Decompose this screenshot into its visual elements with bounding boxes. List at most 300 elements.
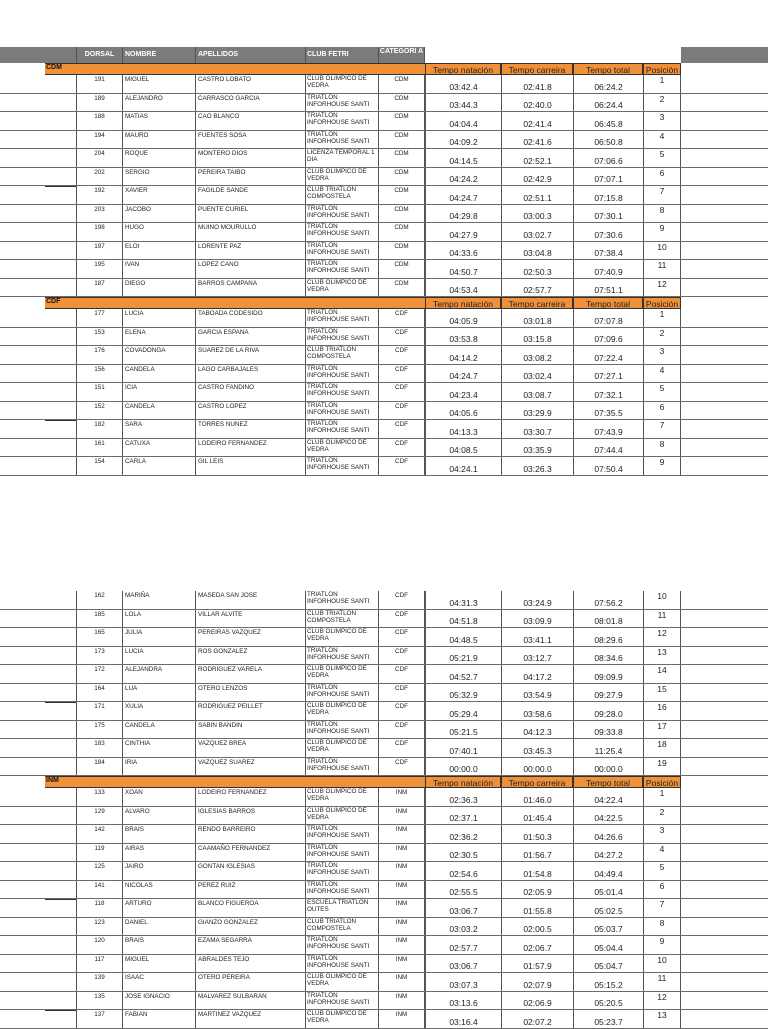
cell-tempo-total: 05:03.7 — [573, 918, 643, 936]
cell-posicion: 4 — [643, 844, 681, 862]
cell-posicion: 3 — [643, 112, 681, 130]
cell-tempo-natacion: 04:27.9 — [425, 223, 501, 241]
cell-posicion: 15 — [643, 684, 681, 702]
cell-categoria: CDM — [378, 260, 425, 278]
table-row — [0, 457, 768, 476]
cell-tempo-natacion: 03:16.4 — [425, 1010, 501, 1028]
table-row — [0, 739, 768, 758]
cell-nombre: FABIAN — [122, 1010, 195, 1028]
time-header-posicion: Posición — [643, 776, 681, 788]
cell-tempo-carreira: 03:00.3 — [501, 205, 573, 223]
cell-tempo-carreira: 01:57.9 — [501, 955, 573, 973]
cell-apellidos: SABIN BANDIN — [195, 721, 305, 739]
cell-posicion: 10 — [643, 242, 681, 260]
cell-apellidos: GARCIA ESPANA — [195, 328, 305, 346]
cell-categoria: INM — [378, 807, 425, 825]
cell-apellidos: CAO BLANCO — [195, 112, 305, 130]
cell-posicion: 6 — [643, 402, 681, 420]
cell-posicion: 18 — [643, 739, 681, 757]
cell-tempo-carreira: 02:00.5 — [501, 918, 573, 936]
cell-tempo-natacion: 03:42.4 — [425, 75, 501, 93]
cell-categoria: CDF — [378, 591, 425, 609]
cell-apellidos: LOPEZ CANO — [195, 260, 305, 278]
cell-dorsal: 156 — [76, 365, 122, 383]
cell-nombre: JULIA — [122, 628, 195, 646]
cell-posicion: 5 — [643, 862, 681, 880]
table-row — [0, 1010, 768, 1029]
cell-categoria: CDM — [378, 168, 425, 186]
cell-categoria: CDF — [378, 346, 425, 364]
table-row — [0, 862, 768, 881]
cell-nombre: BRAIS — [122, 825, 195, 843]
table-row — [0, 131, 768, 150]
cell-tempo-natacion: 05:21.5 — [425, 721, 501, 739]
cell-club: TRIATLON INFORHOUSE SANTI — [305, 242, 378, 260]
cell-tempo-carreira: 03:01.8 — [501, 309, 573, 327]
table-row — [0, 807, 768, 826]
cell-tempo-total: 08:29.6 — [573, 628, 643, 646]
table-row — [0, 439, 768, 458]
cell-dorsal: 171 — [76, 702, 122, 720]
cell-categoria: INM — [378, 1010, 425, 1028]
cell-tempo-carreira: 03:02.7 — [501, 223, 573, 241]
cell-nombre: XAVIER — [122, 186, 195, 204]
cell-tempo-carreira: 01:50.3 — [501, 825, 573, 843]
cell-nombre: ALEJANDRO — [122, 94, 195, 112]
cell-categoria: CDM — [378, 94, 425, 112]
cell-categoria: INM — [378, 918, 425, 936]
cell-dorsal: 204 — [76, 149, 122, 167]
cell-apellidos: PEREZ RUIZ — [195, 881, 305, 899]
cell-tempo-total: 06:24.4 — [573, 94, 643, 112]
cell-tempo-total: 05:04.4 — [573, 936, 643, 954]
cell-posicion: 14 — [643, 665, 681, 683]
cell-posicion: 13 — [643, 1010, 681, 1028]
cell-tempo-carreira: 02:57.7 — [501, 279, 573, 297]
table-row — [0, 309, 768, 328]
cell-nombre: CARLA — [122, 457, 195, 475]
table-row — [0, 260, 768, 279]
cell-dorsal: 192 — [76, 186, 122, 204]
cell-posicion: 1 — [643, 75, 681, 93]
cell-posicion: 1 — [643, 788, 681, 806]
cell-tempo-natacion: 02:57.7 — [425, 936, 501, 954]
cell-categoria: CDF — [378, 702, 425, 720]
cell-apellidos: OTERO PEREIRA — [195, 973, 305, 991]
cell-tempo-natacion: 00:00.0 — [425, 758, 501, 776]
cell-dorsal: 151 — [76, 383, 122, 401]
cell-dorsal: 183 — [76, 739, 122, 757]
cell-tempo-carreira: 02:42.9 — [501, 168, 573, 186]
cell-tempo-total: 05:23.7 — [573, 1010, 643, 1028]
cell-apellidos: VILLAR ALVITE — [195, 610, 305, 628]
cell-club: CLUB OLIMPICO DE VEDRA — [305, 279, 378, 297]
cell-tempo-total: 08:01.8 — [573, 610, 643, 628]
cell-tempo-natacion: 04:13.3 — [425, 420, 501, 438]
cell-tempo-total: 05:02.5 — [573, 899, 643, 917]
cell-tempo-natacion: 04:24.7 — [425, 186, 501, 204]
cell-apellidos: GONTAN IGLESIAS — [195, 862, 305, 880]
cell-dorsal: 187 — [76, 279, 122, 297]
cell-posicion: 9 — [643, 457, 681, 475]
groups-1 — [0, 63, 768, 476]
cell-tempo-total: 07:30.6 — [573, 223, 643, 241]
cell-dorsal: 177 — [76, 309, 122, 327]
cell-dorsal: 119 — [76, 844, 122, 862]
category-header-row — [0, 776, 768, 788]
table-row — [0, 628, 768, 647]
cell-nombre: HUGO — [122, 223, 195, 241]
cell-tempo-total: 09:09.9 — [573, 665, 643, 683]
cell-dorsal: 154 — [76, 457, 122, 475]
cell-apellidos: ROS GONZALEZ — [195, 647, 305, 665]
cell-tempo-carreira: 01:46.0 — [501, 788, 573, 806]
cell-categoria: INM — [378, 936, 425, 954]
cell-apellidos: RODRIGUEZ VARELA — [195, 665, 305, 683]
cell-categoria: INM — [378, 844, 425, 862]
cell-tempo-natacion: 02:37.1 — [425, 807, 501, 825]
cell-tempo-natacion: 02:36.3 — [425, 788, 501, 806]
time-header-natacion: Tempo natación — [425, 297, 501, 309]
cell-nombre: CINTHIA — [122, 739, 195, 757]
cell-tempo-carreira: 03:15.8 — [501, 328, 573, 346]
cell-dorsal: 173 — [76, 647, 122, 665]
cell-posicion: 11 — [643, 260, 681, 278]
cell-tempo-natacion: 04:09.2 — [425, 131, 501, 149]
table-row — [0, 702, 768, 721]
cell-posicion: 3 — [643, 825, 681, 843]
cell-tempo-carreira: 03:30.7 — [501, 420, 573, 438]
cell-dorsal: 123 — [76, 918, 122, 936]
cell-categoria: CDF — [378, 721, 425, 739]
cell-apellidos: FAGILDE SANDE — [195, 186, 305, 204]
cell-apellidos: PEREIRA TAIBO — [195, 168, 305, 186]
table-row — [0, 168, 768, 187]
cell-tempo-total: 07:50.4 — [573, 457, 643, 475]
category-label: CDM — [46, 64, 62, 71]
table-row — [0, 279, 768, 298]
cell-tempo-carreira: 02:41.4 — [501, 112, 573, 130]
cell-tempo-total: 09:27.9 — [573, 684, 643, 702]
cell-posicion: 13 — [643, 647, 681, 665]
table-row — [0, 758, 768, 777]
cell-tempo-natacion: 02:30.5 — [425, 844, 501, 862]
cell-dorsal: 184 — [76, 758, 122, 776]
cell-posicion: 10 — [643, 591, 681, 609]
cell-club: TRIATLON INFORHOUSE SANTI — [305, 684, 378, 702]
results-block-1 — [0, 47, 768, 476]
cell-tempo-natacion: 03:53.8 — [425, 328, 501, 346]
table-row — [0, 665, 768, 684]
cell-categoria: CDF — [378, 610, 425, 628]
cell-tempo-natacion: 04:04.4 — [425, 112, 501, 130]
header-categoria: CATEGORI A — [378, 47, 425, 63]
cell-tempo-carreira: 02:50.3 — [501, 260, 573, 278]
cell-club: CLUB OLIMPICO DE VEDRA — [305, 739, 378, 757]
cell-nombre: MIGUEL — [122, 75, 195, 93]
cell-dorsal: 137 — [76, 1010, 122, 1028]
cell-categoria: CDF — [378, 328, 425, 346]
cell-dorsal: 182 — [76, 420, 122, 438]
cell-tempo-carreira: 02:05.9 — [501, 881, 573, 899]
cell-posicion: 11 — [643, 610, 681, 628]
cell-nombre: MATIAS — [122, 112, 195, 130]
cell-nombre: ICIA — [122, 383, 195, 401]
cell-dorsal: 141 — [76, 881, 122, 899]
cell-apellidos: RENDO BARREIRO — [195, 825, 305, 843]
cell-tempo-total: 07:07.8 — [573, 309, 643, 327]
cell-tempo-carreira: 02:07.2 — [501, 1010, 573, 1028]
cell-tempo-total: 06:24.2 — [573, 75, 643, 93]
cell-tempo-total: 11:25.4 — [573, 739, 643, 757]
cell-nombre: AIRAS — [122, 844, 195, 862]
category-bar — [45, 776, 425, 788]
cell-club: TRIATLON INFORHOUSE SANTI — [305, 721, 378, 739]
header-dorsal: DORSAL — [76, 47, 122, 63]
cell-categoria: CDF — [378, 439, 425, 457]
cell-club: TRIATLON INFORHOUSE SANTI — [305, 205, 378, 223]
cell-dorsal: 195 — [76, 260, 122, 278]
cell-tempo-carreira: 03:08.2 — [501, 346, 573, 364]
cell-nombre: IVAN — [122, 260, 195, 278]
cell-tempo-carreira: 03:45.3 — [501, 739, 573, 757]
cell-tempo-total: 07:32.1 — [573, 383, 643, 401]
cell-categoria: CDF — [378, 383, 425, 401]
cell-tempo-natacion: 04:08.5 — [425, 439, 501, 457]
cell-categoria: INM — [378, 881, 425, 899]
cell-club: TRIATLON INFORHOUSE SANTI — [305, 881, 378, 899]
cell-categoria: CDF — [378, 402, 425, 420]
cell-nombre: JAIRO — [122, 862, 195, 880]
cell-categoria: CDF — [378, 739, 425, 757]
header-club: CLUB FETRI — [305, 47, 378, 63]
cell-categoria: CDF — [378, 647, 425, 665]
group-divider — [45, 420, 76, 421]
cell-apellidos: BLANCO FIGUEROA — [195, 899, 305, 917]
cell-apellidos: CASTRO LOPEZ — [195, 402, 305, 420]
cell-nombre: LOLA — [122, 610, 195, 628]
cell-apellidos: GIL LEIS — [195, 457, 305, 475]
cell-nombre: XOAN — [122, 788, 195, 806]
cell-apellidos: MARTINEZ VAZQUEZ — [195, 1010, 305, 1028]
cell-nombre: CANDELA — [122, 402, 195, 420]
cell-tempo-carreira: 02:41.6 — [501, 131, 573, 149]
cell-posicion: 3 — [643, 346, 681, 364]
cell-tempo-total: 09:33.8 — [573, 721, 643, 739]
cell-tempo-total: 07:07.1 — [573, 168, 643, 186]
cell-tempo-natacion: 03:03.2 — [425, 918, 501, 936]
time-header-natacion: Tempo natación — [425, 776, 501, 788]
cell-tempo-total: 07:09.6 — [573, 328, 643, 346]
cell-dorsal: 164 — [76, 684, 122, 702]
cell-nombre: DANIEL — [122, 918, 195, 936]
category-header-row — [0, 297, 768, 309]
cell-tempo-total: 04:49.4 — [573, 862, 643, 880]
cell-apellidos: TABOADA CODESIDO — [195, 309, 305, 327]
cell-tempo-natacion: 04:53.4 — [425, 279, 501, 297]
cell-tempo-natacion: 04:33.6 — [425, 242, 501, 260]
table-row — [0, 844, 768, 863]
cell-apellidos: IGLESIAS BARROS — [195, 807, 305, 825]
cell-club: TRIATLON INFORHOUSE SANTI — [305, 383, 378, 401]
cell-tempo-natacion: 04:05.9 — [425, 309, 501, 327]
table-row — [0, 223, 768, 242]
table-row — [0, 383, 768, 402]
cell-categoria: INM — [378, 992, 425, 1010]
cell-categoria: INM — [378, 788, 425, 806]
table-row — [0, 899, 768, 918]
cell-posicion: 12 — [643, 628, 681, 646]
cell-tempo-natacion: 04:14.2 — [425, 346, 501, 364]
cell-apellidos: RODRIGUEZ PEILLET — [195, 702, 305, 720]
cell-tempo-natacion: 04:31.3 — [425, 591, 501, 609]
cell-tempo-carreira: 03:08.7 — [501, 383, 573, 401]
cell-tempo-total: 04:22.4 — [573, 788, 643, 806]
cell-tempo-natacion: 04:51.8 — [425, 610, 501, 628]
cell-club: TRIATLON INFORHOUSE SANTI — [305, 420, 378, 438]
cell-nombre: JOSE IGNACIO — [122, 992, 195, 1010]
cell-nombre: ALVARO — [122, 807, 195, 825]
cell-tempo-carreira: 02:41.8 — [501, 75, 573, 93]
cell-tempo-total: 05:20.5 — [573, 992, 643, 1010]
cell-tempo-carreira: 03:09.9 — [501, 610, 573, 628]
cell-dorsal: 188 — [76, 112, 122, 130]
cell-dorsal: 142 — [76, 825, 122, 843]
cell-categoria: CDF — [378, 457, 425, 475]
table-row — [0, 992, 768, 1011]
cell-tempo-natacion: 05:32.9 — [425, 684, 501, 702]
cell-nombre: DIEGO — [122, 279, 195, 297]
cell-club: ESCUELA TRIATLON OUTES — [305, 899, 378, 917]
cell-apellidos: CASTRO LOBATO — [195, 75, 305, 93]
cell-tempo-carreira: 03:24.9 — [501, 591, 573, 609]
time-header-posicion: Posición — [643, 297, 681, 309]
cell-posicion: 2 — [643, 807, 681, 825]
cell-tempo-total: 07:38.4 — [573, 242, 643, 260]
cell-tempo-total: 05:15.2 — [573, 973, 643, 991]
time-header-carreira: Tempo carreira — [501, 63, 573, 75]
cell-nombre: NICOLAS — [122, 881, 195, 899]
category-label: CDF — [46, 298, 61, 305]
cell-nombre: BRAIS — [122, 936, 195, 954]
table-row — [0, 402, 768, 421]
cell-nombre: LUCIA — [122, 647, 195, 665]
cell-tempo-carreira: 04:17.2 — [501, 665, 573, 683]
cell-tempo-carreira: 02:06.9 — [501, 992, 573, 1010]
table-row — [0, 973, 768, 992]
cell-club: CLUB OLIMPICO DE VEDRA — [305, 788, 378, 806]
cell-posicion: 10 — [643, 955, 681, 973]
cell-posicion: 17 — [643, 721, 681, 739]
table-row — [0, 955, 768, 974]
cell-apellidos: MONTERO DIOS — [195, 149, 305, 167]
cell-tempo-natacion: 04:50.7 — [425, 260, 501, 278]
cell-club: TRIATLON INFORHOUSE SANTI — [305, 862, 378, 880]
cell-apellidos: OTERO LENZOS — [195, 684, 305, 702]
table-row — [0, 94, 768, 113]
cell-club: TRIATLON INFORHOUSE SANTI — [305, 758, 378, 776]
cell-nombre: SERGIO — [122, 168, 195, 186]
cell-nombre: ALEJANDRA — [122, 665, 195, 683]
cell-posicion: 1 — [643, 309, 681, 327]
cell-dorsal: 172 — [76, 665, 122, 683]
cell-club: CLUB OLIMPICO DE VEDRA — [305, 439, 378, 457]
cell-posicion: 4 — [643, 365, 681, 383]
cell-apellidos: PEREIRAS VAZQUEZ — [195, 628, 305, 646]
cell-tempo-total: 07:56.2 — [573, 591, 643, 609]
cell-tempo-total: 07:44.4 — [573, 439, 643, 457]
table-row — [0, 149, 768, 168]
cell-dorsal: 153 — [76, 328, 122, 346]
cell-dorsal: 125 — [76, 862, 122, 880]
cell-apellidos: LODEIRO FERNANDEZ — [195, 788, 305, 806]
cell-tempo-natacion: 03:13.6 — [425, 992, 501, 1010]
cell-categoria: CDF — [378, 365, 425, 383]
cell-club: TRIATLON INFORHOUSE SANTI — [305, 825, 378, 843]
cell-club: TRIATLON INFORHOUSE SANTI — [305, 328, 378, 346]
cell-tempo-carreira: 03:41.1 — [501, 628, 573, 646]
cell-nombre: IRIA — [122, 758, 195, 776]
cell-dorsal: 120 — [76, 936, 122, 954]
cell-apellidos: ABRALDES TEJO — [195, 955, 305, 973]
cell-dorsal: 129 — [76, 807, 122, 825]
cell-categoria: INM — [378, 955, 425, 973]
cell-posicion: 12 — [643, 279, 681, 297]
cell-categoria: CDF — [378, 684, 425, 702]
cell-tempo-carreira: 00:00.0 — [501, 758, 573, 776]
cell-tempo-carreira: 01:55.8 — [501, 899, 573, 917]
cell-categoria: CDM — [378, 149, 425, 167]
cell-nombre: ISAAC — [122, 973, 195, 991]
cell-apellidos: SUAREZ DE LA RIVA — [195, 346, 305, 364]
cell-posicion: 12 — [643, 992, 681, 1010]
cell-tempo-natacion: 04:29.8 — [425, 205, 501, 223]
cell-posicion: 6 — [643, 168, 681, 186]
cell-tempo-carreira: 03:35.9 — [501, 439, 573, 457]
cell-tempo-total: 07:43.9 — [573, 420, 643, 438]
cell-posicion: 2 — [643, 94, 681, 112]
cell-posicion: 8 — [643, 918, 681, 936]
cell-nombre: SARA — [122, 420, 195, 438]
cell-categoria: CDM — [378, 131, 425, 149]
cell-tempo-total: 07:22.4 — [573, 346, 643, 364]
cell-dorsal: 189 — [76, 94, 122, 112]
cell-categoria: CDF — [378, 420, 425, 438]
cell-posicion: 5 — [643, 383, 681, 401]
cell-nombre: CANDELA — [122, 721, 195, 739]
cell-apellidos: GIANZO GONZALEZ — [195, 918, 305, 936]
cell-apellidos: VAZQUEZ SUAREZ — [195, 758, 305, 776]
cell-nombre: MAURO — [122, 131, 195, 149]
time-header-total: Tempo total — [573, 63, 643, 75]
cell-posicion: 4 — [643, 131, 681, 149]
cell-club: TRIATLON INFORHOUSE SANTI — [305, 223, 378, 241]
cell-tempo-total: 09:28.0 — [573, 702, 643, 720]
cell-apellidos: MUINO MOURULLO — [195, 223, 305, 241]
cell-club: CLUB OLIMPICO DE VEDRA — [305, 1010, 378, 1028]
cell-club: TRIATLON INFORHOUSE SANTI — [305, 992, 378, 1010]
cell-dorsal: 191 — [76, 75, 122, 93]
time-header-carreira: Tempo carreira — [501, 297, 573, 309]
cell-apellidos: MASEDA SAN JOSE — [195, 591, 305, 609]
cell-categoria: CDM — [378, 223, 425, 241]
cell-apellidos: CASTRO FANDINO — [195, 383, 305, 401]
cell-club: TRIATLON INFORHOUSE SANTI — [305, 844, 378, 862]
group-divider — [45, 899, 76, 900]
cell-club: CLUB OLIMPICO DE VEDRA — [305, 628, 378, 646]
cell-posicion: 9 — [643, 223, 681, 241]
cell-categoria: INM — [378, 825, 425, 843]
